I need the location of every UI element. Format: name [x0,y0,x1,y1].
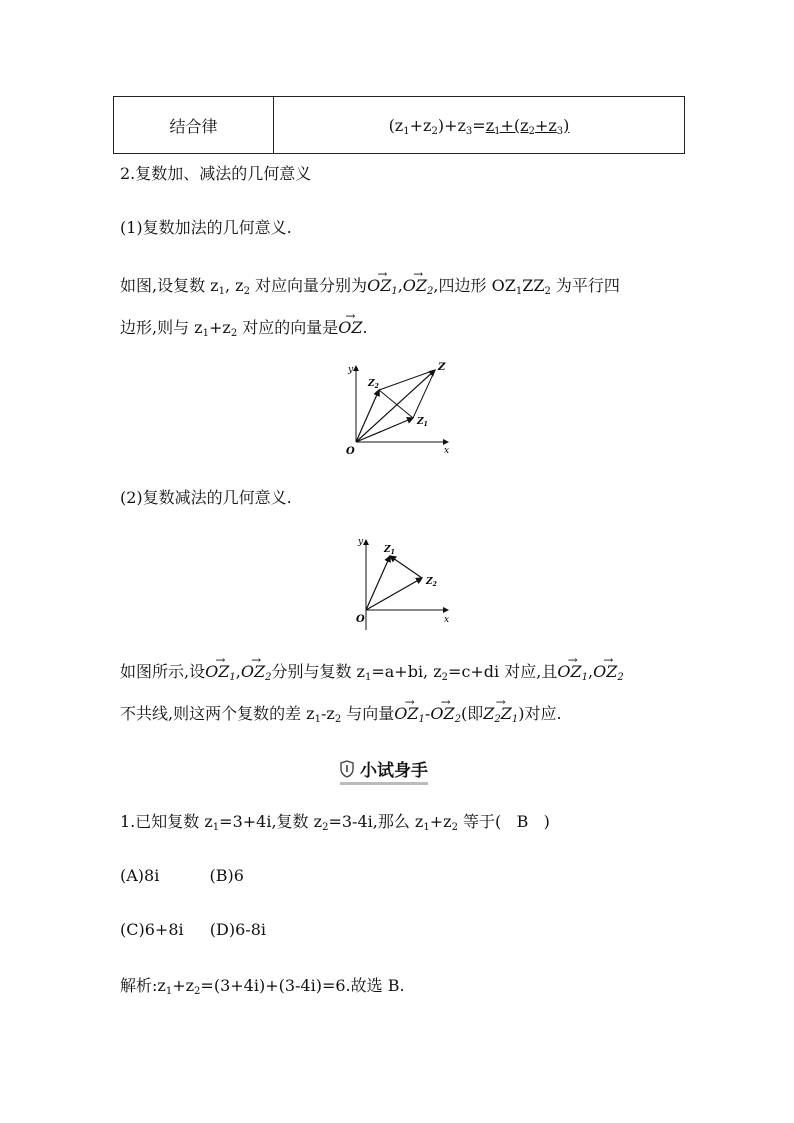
subtract-paragraph-line1: 如图所示,设→ $OZ_1,\to OZ_2$分别与复数 $z_1=a+bi$, $z_2=c+di$ 对应,且→ $OZ_1,\to OZ_2$ [120,662,624,682]
vector-Z2Z1-line [390,556,422,578]
law-table [113,96,685,154]
origin-label: O [356,614,365,625]
vector-OZ1: → $OZ_1$ [367,276,398,296]
law-formula: $(z_1+z_2)+z_3=z_1+(z_2+z_3)$ [388,115,570,137]
option-D: (D)6-8i [209,920,266,939]
subtract-paragraph-line2: 不共线,则这两个复数的差 $z_1-z_2$ 与向量→ $OZ_1-\to OZ_2$(即→ $Z_2Z_1$)对应. [120,704,562,724]
vector-OZ1: → $OZ_1$ [394,704,425,724]
side-Z2Z [379,370,435,390]
vector-Z2Z1: → $Z_2Z_1$ [483,704,518,724]
point-Z1-label: $Z_1$ [417,417,428,428]
option-row-CD [120,920,266,940]
table-row [114,97,685,154]
section-heading: 2.复数加、减法的几何意义 [120,164,312,183]
y-axis-label: y [348,365,354,375]
exercise-question-1: 1.已知复数 $z_1=3+4i$,复数 $z_2=3-4i$,那么 $z_1+z_2$ 等于( B ) [120,812,550,833]
vector-OZ2: → $OZ_2$ [430,704,461,724]
vector-OZ1-line [366,556,390,610]
badge-label: 小试身手 [360,761,428,781]
answer-letter: B [516,812,529,831]
law-name-cell [114,97,274,154]
subsection-subtract-heading: (2)复数减法的几何意义. [120,488,292,507]
x-axis-label: x [444,446,450,456]
law-formula-cell [274,97,685,154]
point-Z1-label: $Z_1$ [384,545,395,556]
add-paragraph-line1: 如图,设复数 $z_1$, $z_2$ 对应向量分别为→ $OZ_1,\to OZ_2$,四边形 $OZ_1ZZ_2$ 为平行四 [120,276,620,296]
vector-OZ: → OZ [338,318,362,338]
point-Z2-label: $Z_2$ [368,379,379,390]
vector-OZ2: → $OZ_2$ [403,276,434,296]
vector-OZ2-line [366,578,422,610]
add-paragraph-line2: 边形,则与 $z_1+z_2$ 对应的向量是→ OZ. [120,318,368,338]
subtraction-figure [338,532,458,632]
vector-OZ2: → $OZ_2$ [593,662,624,682]
point-Z2-label: $Z_2$ [426,577,437,588]
shield-icon [340,760,354,778]
x-axis-label: x [444,615,450,625]
option-row-AB [120,866,244,886]
solution-text: 解析$:z_1+z_2=(3+4i)+(3-4i)=6$.故选 B. [120,976,405,997]
y-axis-label: y [358,537,364,547]
subsection-add-heading: (1)复数加法的几何意义. [120,218,292,237]
vector-OZ1: → $OZ_1$ [557,662,588,682]
point-Z-label: Z [438,362,446,373]
vector-OZ1: → $OZ_1$ [205,662,236,682]
option-C: (C)6+8i [120,920,184,939]
vector-OZ2: → $OZ_2$ [241,662,272,682]
origin-label: O [346,446,355,457]
section-badge [340,756,428,785]
law-name: 结合律 [169,116,218,136]
addition-parallelogram-figure [338,358,458,458]
option-A: (A)8i [120,866,160,885]
option-B: (B)6 [209,866,244,885]
